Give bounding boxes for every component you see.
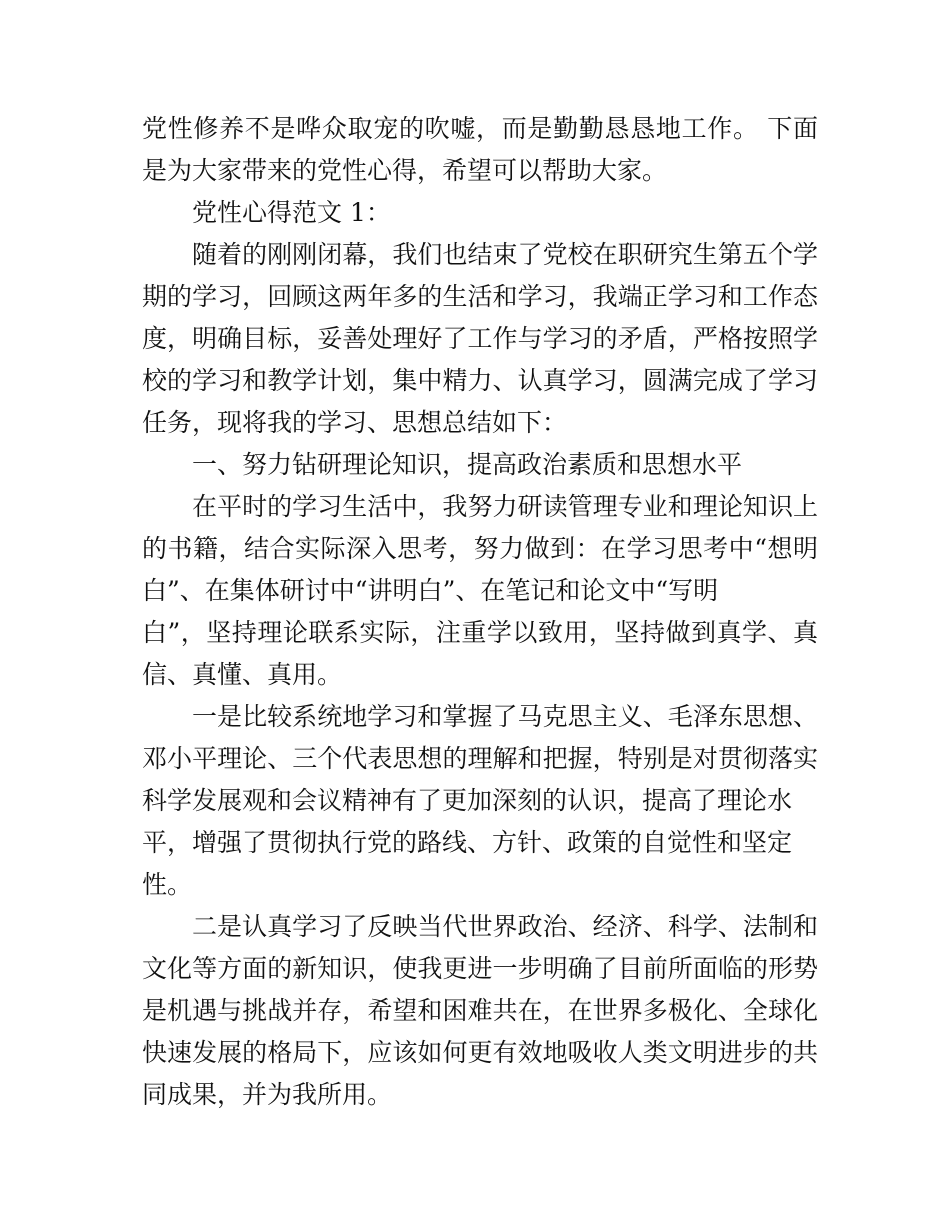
text-line: 是为大家带来的党性心得，希望可以帮助大家。 [142,156,668,185]
text-line: 同成果，并为我所用。 [142,1080,393,1109]
text-line: 是机遇与挑战并存，希望和困难共在，在世界多极化、全球化 [142,996,818,1025]
text-line: 白”，坚持理论联系实际，注重学以致用，坚持做到真学、真 [142,618,818,647]
text-line: 性。 [142,870,193,899]
text-line: 党性修养不是哗众取宠的吹嘘，而是勤勤恳恳地工作。 下面 [142,114,818,143]
text-line: 邓小平理论、三个代表思想的理解和把握，特别是对贯彻落实 [142,744,818,773]
text-line: 平，增强了贯彻执行党的路线、方针、政策的自觉性和坚定 [142,828,793,857]
section-heading: 一、努力钻研理论知识，提高政治素质和思想水平 [192,450,743,479]
text-line: 任务，现将我的学习、思想总结如下： [142,408,568,437]
text-line: 随着的刚刚闭幕，我们也结束了党校在职研究生第五个学 [192,240,818,269]
text-line: 二是认真学习了反映当代世界政治、经济、科学、法制和 [192,912,818,941]
text-line: 的书籍，结合实际深入思考，努力做到：在学习思考中“想明 [142,534,818,563]
text-line: 一是比较系统地学习和掌握了马克思主义、毛泽东思想、 [192,702,818,731]
text-line: 度，明确目标，妥善处理好了工作与学习的矛盾，严格按照学 [142,324,818,353]
section-heading: 党性心得范文 1： [192,198,391,227]
text-line: 快速发展的格局下，应该如何更有效地吸收人类文明进步的共 [142,1038,818,1067]
text-line: 信、真懂、真用。 [142,660,343,689]
text-line: 校的学习和教学计划，集中精力、认真学习，圆满完成了学习 [142,366,818,395]
text-line: 期的学习，回顾这两年多的生活和学习，我端正学习和工作态 [142,282,818,311]
text-line: 科学发展观和会议精神有了更加深刻的认识，提高了理论水 [142,786,793,815]
text-line: 白”、在集体研讨中“讲明白”、在笔记和论文中“写明 [142,576,719,605]
text-line: 文化等方面的新知识，使我更进一步明确了目前所面临的形势 [142,954,818,983]
document-body [142,108,818,1116]
text-line: 在平时的学习生活中，我努力研读管理专业和理论知识上 [192,492,818,521]
